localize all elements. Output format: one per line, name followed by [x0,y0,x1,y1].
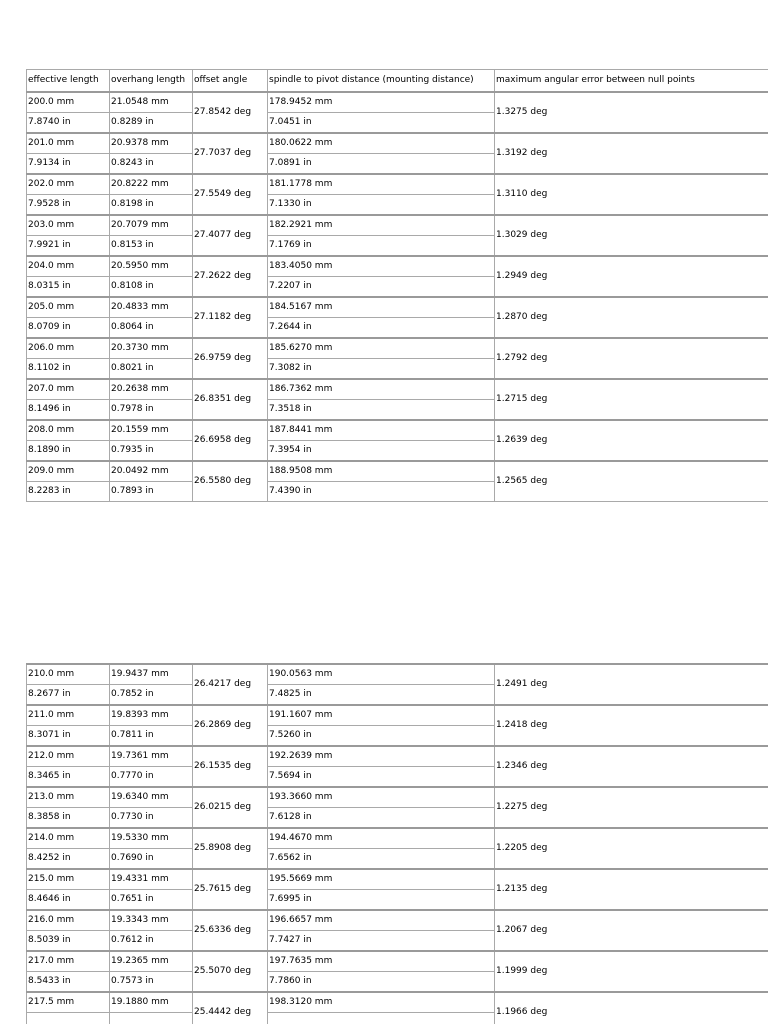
overhang-length-cell [110,338,193,379]
table-row [27,951,768,992]
effective-length-cell [27,787,110,828]
spindle-to-pivot-cell [268,787,495,828]
spindle-to-pivot-in: 7.4390 in [269,486,312,496]
spindle-to-pivot-in: 7.0451 in [269,117,312,127]
overhang-length-cell [110,297,193,338]
overhang-length-cell [110,215,193,256]
spindle-to-pivot-mm: 184.5167 mm [268,298,494,318]
overhang-length-in: 0.7978 in [111,404,154,414]
offset-angle-cell: 26.2869 deg [193,705,268,746]
effective-length-mm: 208.0 mm [27,421,109,441]
header-row [27,70,768,93]
spindle-to-pivot-mm: 188.9508 mm [268,462,494,482]
overhang-length-cell [110,256,193,297]
effective-length-in: 7.9134 in [28,158,71,168]
table-row [27,828,768,869]
overhang-length-mm: 20.4833 mm [110,298,192,318]
effective-length-cell [27,256,110,297]
effective-length-in: 8.4646 in [28,894,71,904]
spindle-to-pivot-cell [268,338,495,379]
spindle-to-pivot-mm: 194.4670 mm [268,829,494,849]
spindle-to-pivot-in: 7.2207 in [269,281,312,291]
overhang-length-in: 0.7612 in [111,935,154,945]
max-angular-error-cell: 1.3192 deg [495,133,768,174]
header-overhang-length: overhang length [110,70,193,93]
overhang-length-in: 0.7730 in [111,812,154,822]
effective-length-mm: 203.0 mm [27,216,109,236]
effective-length-in: 7.9921 in [28,240,71,250]
overhang-length-mm: 19.7361 mm [110,747,192,767]
data-table-1 [26,69,768,502]
effective-length-mm: 209.0 mm [27,462,109,482]
effective-length-mm: 201.0 mm [27,134,109,154]
spindle-to-pivot-mm: 191.1607 mm [268,706,494,726]
offset-angle-cell: 27.5549 deg [193,174,268,215]
table-row [27,133,768,174]
overhang-length-in: 0.7811 in [111,730,154,740]
max-angular-error-cell: 1.2491 deg [495,664,768,705]
table-row [27,705,768,746]
spindle-to-pivot-mm: 196.6657 mm [268,911,494,931]
spindle-to-pivot-mm: 198.3120 mm [268,993,494,1013]
effective-length-cell [27,174,110,215]
effective-length-cell [27,992,110,1024]
effective-length-in: 8.3858 in [28,812,71,822]
spindle-to-pivot-cell [268,828,495,869]
overhang-length-in [110,1013,192,1024]
overhang-length-in: 0.8289 in [111,117,154,127]
effective-length-cell [27,828,110,869]
max-angular-error-cell: 1.3275 deg [495,92,768,133]
spindle-to-pivot-cell [268,869,495,910]
overhang-length-in: 0.7935 in [111,445,154,455]
overhang-length-cell [110,174,193,215]
effective-length-cell [27,746,110,787]
spindle-to-pivot-in: 7.4825 in [269,689,312,699]
overhang-length-in: 0.7690 in [111,853,154,863]
spindle-to-pivot-in: 7.1769 in [269,240,312,250]
table-row [27,256,768,297]
spindle-to-pivot-cell [268,256,495,297]
data-table-2 [26,663,768,1024]
effective-length-cell [27,420,110,461]
effective-length-in: 8.1102 in [28,363,71,373]
spindle-to-pivot-mm: 183.4050 mm [268,257,494,277]
overhang-length-mm: 20.7079 mm [110,216,192,236]
table-row [27,297,768,338]
effective-length-in: 8.2283 in [28,486,71,496]
spindle-to-pivot-mm: 182.2921 mm [268,216,494,236]
offset-angle-cell: 25.4442 deg [193,992,268,1024]
table-row [27,992,768,1024]
spindle-to-pivot-in: 7.7860 in [269,976,312,986]
header-max-angular-error: maximum angular error between null points [495,70,768,93]
effective-length-mm: 206.0 mm [27,339,109,359]
max-angular-error-cell: 1.1999 deg [495,951,768,992]
overhang-length-cell [110,787,193,828]
effective-length-mm: 216.0 mm [27,911,109,931]
spindle-to-pivot-cell [268,664,495,705]
overhang-length-mm: 19.2365 mm [110,952,192,972]
effective-length-cell [27,215,110,256]
offset-angle-cell: 26.8351 deg [193,379,268,420]
effective-length-in: 8.0709 in [28,322,71,332]
effective-length-cell [27,869,110,910]
spindle-to-pivot-mm: 178.9452 mm [268,93,494,113]
spindle-to-pivot-mm: 185.6270 mm [268,339,494,359]
spindle-to-pivot-mm: 195.5669 mm [268,870,494,890]
overhang-length-mm: 20.8222 mm [110,175,192,195]
max-angular-error-cell: 1.1966 deg [495,992,768,1024]
overhang-length-mm: 20.2638 mm [110,380,192,400]
header-spindle-to-pivot: spindle to pivot distance (mounting distance) [268,70,495,93]
effective-length-mm: 217.5 mm [27,993,109,1013]
table-body [27,664,768,1024]
overhang-length-mm: 20.0492 mm [110,462,192,482]
effective-length-mm: 215.0 mm [27,870,109,890]
effective-length-mm: 213.0 mm [27,788,109,808]
effective-length-cell [27,133,110,174]
offset-angle-cell: 26.6958 deg [193,420,268,461]
overhang-length-in: 0.8021 in [111,363,154,373]
effective-length-cell [27,297,110,338]
offset-angle-cell: 27.4077 deg [193,215,268,256]
max-angular-error-cell: 1.2792 deg [495,338,768,379]
offset-angle-cell: 27.8542 deg [193,92,268,133]
spindle-to-pivot-cell [268,174,495,215]
spindle-to-pivot-mm: 187.8441 mm [268,421,494,441]
overhang-length-cell [110,746,193,787]
effective-length-cell [27,379,110,420]
spindle-to-pivot-cell [268,992,495,1024]
effective-length-cell [27,338,110,379]
overhang-length-in: 0.8153 in [111,240,154,250]
spindle-to-pivot-in: 7.6995 in [269,894,312,904]
effective-length-cell [27,461,110,502]
effective-length-in: 8.3071 in [28,730,71,740]
spindle-to-pivot-mm: 197.7635 mm [268,952,494,972]
overhang-length-mm: 19.1880 mm [110,993,192,1013]
spindle-to-pivot-cell [268,951,495,992]
effective-length-mm: 210.0 mm [27,665,109,685]
offset-angle-cell: 27.1182 deg [193,297,268,338]
effective-length-in: 7.9528 in [28,199,71,209]
effective-length-cell [27,92,110,133]
offset-angle-cell: 26.9759 deg [193,338,268,379]
overhang-length-in: 0.7852 in [111,689,154,699]
spindle-to-pivot-cell [268,133,495,174]
spindle-to-pivot-mm: 192.2639 mm [268,747,494,767]
table-row [27,338,768,379]
offset-angle-cell: 26.1535 deg [193,746,268,787]
effective-length-in: 8.4252 in [28,853,71,863]
table-row [27,910,768,951]
spindle-to-pivot-in: 7.0891 in [269,158,312,168]
table-row [27,664,768,705]
effective-length-mm: 211.0 mm [27,706,109,726]
overhang-length-mm: 20.1559 mm [110,421,192,441]
offset-angle-cell: 27.7037 deg [193,133,268,174]
spindle-to-pivot-mm: 186.7362 mm [268,380,494,400]
overhang-length-cell [110,869,193,910]
overhang-length-in: 0.7770 in [111,771,154,781]
overhang-length-cell [110,133,193,174]
effective-length-cell [27,664,110,705]
max-angular-error-cell: 1.2949 deg [495,256,768,297]
spindle-to-pivot-cell [268,420,495,461]
spindle-to-pivot-mm: 180.0622 mm [268,134,494,154]
overhang-length-cell [110,828,193,869]
header-offset-angle: offset angle [193,70,268,93]
overhang-length-mm: 19.6340 mm [110,788,192,808]
offset-angle-cell: 25.6336 deg [193,910,268,951]
header-effective-length: effective length [27,70,110,93]
table-row [27,746,768,787]
effective-length-mm: 200.0 mm [27,93,109,113]
spindle-to-pivot-in: 7.7427 in [269,935,312,945]
effective-length-in: 8.2677 in [28,689,71,699]
spindle-to-pivot-cell [268,705,495,746]
table-row [27,379,768,420]
spindle-to-pivot-in: 7.1330 in [269,199,312,209]
spindle-to-pivot-cell [268,910,495,951]
table-row [27,461,768,502]
effective-length-in: 8.0315 in [28,281,71,291]
overhang-length-cell [110,420,193,461]
overhang-length-cell [110,992,193,1024]
spindle-to-pivot-in: 7.5694 in [269,771,312,781]
max-angular-error-cell: 1.3029 deg [495,215,768,256]
overhang-length-in: 0.7573 in [111,976,154,986]
spindle-to-pivot-in: 7.5260 in [269,730,312,740]
spindle-to-pivot-cell [268,92,495,133]
spindle-to-pivot-mm: 181.1778 mm [268,175,494,195]
effective-length-in: 8.5039 in [28,935,71,945]
table-row [27,787,768,828]
spindle-to-pivot-in: 7.3954 in [269,445,312,455]
spindle-to-pivot-cell [268,215,495,256]
max-angular-error-cell: 1.3110 deg [495,174,768,215]
max-angular-error-cell: 1.2135 deg [495,869,768,910]
overhang-length-cell [110,379,193,420]
max-angular-error-cell: 1.2418 deg [495,705,768,746]
spindle-to-pivot-in: 7.6562 in [269,853,312,863]
offset-angle-cell: 26.5580 deg [193,461,268,502]
spindle-to-pivot-mm: 190.0563 mm [268,665,494,685]
effective-length-mm: 214.0 mm [27,829,109,849]
overhang-length-mm: 20.3730 mm [110,339,192,359]
table-row [27,174,768,215]
max-angular-error-cell: 1.2275 deg [495,787,768,828]
table-row [27,869,768,910]
max-angular-error-cell: 1.2346 deg [495,746,768,787]
overhang-length-mm: 19.3343 mm [110,911,192,931]
overhang-length-mm: 19.4331 mm [110,870,192,890]
offset-angle-cell: 26.4217 deg [193,664,268,705]
offset-angle-cell: 25.7615 deg [193,869,268,910]
spindle-to-pivot-cell [268,746,495,787]
overhang-length-cell [110,910,193,951]
effective-length-cell [27,705,110,746]
overhang-length-in: 0.7651 in [111,894,154,904]
table-row [27,215,768,256]
overhang-length-mm: 20.5950 mm [110,257,192,277]
max-angular-error-cell: 1.2715 deg [495,379,768,420]
spindle-to-pivot-cell [268,297,495,338]
effective-length-mm: 217.0 mm [27,952,109,972]
max-angular-error-cell: 1.2205 deg [495,828,768,869]
overhang-length-cell [110,664,193,705]
max-angular-error-cell: 1.2870 deg [495,297,768,338]
effective-length-mm: 204.0 mm [27,257,109,277]
spindle-to-pivot-in: 7.6128 in [269,812,312,822]
spindle-to-pivot-in: 7.3518 in [269,404,312,414]
spindle-to-pivot-in: 7.2644 in [269,322,312,332]
max-angular-error-cell: 1.2565 deg [495,461,768,502]
overhang-length-cell [110,92,193,133]
overhang-length-in: 0.7893 in [111,486,154,496]
offset-angle-cell: 25.5070 deg [193,951,268,992]
overhang-length-mm: 19.9437 mm [110,665,192,685]
overhang-length-in: 0.8064 in [111,322,154,332]
effective-length-in: 8.5433 in [28,976,71,986]
max-angular-error-cell: 1.2639 deg [495,420,768,461]
effective-length-mm: 205.0 mm [27,298,109,318]
spindle-to-pivot-cell [268,461,495,502]
table-body [27,92,768,502]
effective-length-in: 8.1890 in [28,445,71,455]
table-row [27,420,768,461]
effective-length-in: 8.1496 in [28,404,71,414]
spindle-to-pivot-cell [268,379,495,420]
spindle-to-pivot-in [268,1013,494,1024]
effective-length-cell [27,951,110,992]
spindle-to-pivot-mm: 193.3660 mm [268,788,494,808]
effective-length-in: 8.3465 in [28,771,71,781]
overhang-length-cell [110,461,193,502]
overhang-length-in: 0.8198 in [111,199,154,209]
overhang-length-in: 0.8108 in [111,281,154,291]
overhang-length-mm: 19.8393 mm [110,706,192,726]
spindle-to-pivot-in: 7.3082 in [269,363,312,373]
effective-length-mm: 207.0 mm [27,380,109,400]
effective-length-mm: 212.0 mm [27,747,109,767]
overhang-length-in: 0.8243 in [111,158,154,168]
table-row [27,92,768,133]
overhang-length-cell [110,951,193,992]
overhang-length-mm: 19.5330 mm [110,829,192,849]
overhang-length-mm: 20.9378 mm [110,134,192,154]
offset-angle-cell: 27.2622 deg [193,256,268,297]
offset-angle-cell: 26.0215 deg [193,787,268,828]
table-header [27,70,768,93]
offset-angle-cell: 25.8908 deg [193,828,268,869]
overhang-length-mm: 21.0548 mm [110,93,192,113]
effective-length-mm: 202.0 mm [27,175,109,195]
effective-length-cell [27,910,110,951]
effective-length-in: 7.8740 in [28,117,71,127]
overhang-length-cell [110,705,193,746]
effective-length-in [27,1013,109,1024]
max-angular-error-cell: 1.2067 deg [495,910,768,951]
